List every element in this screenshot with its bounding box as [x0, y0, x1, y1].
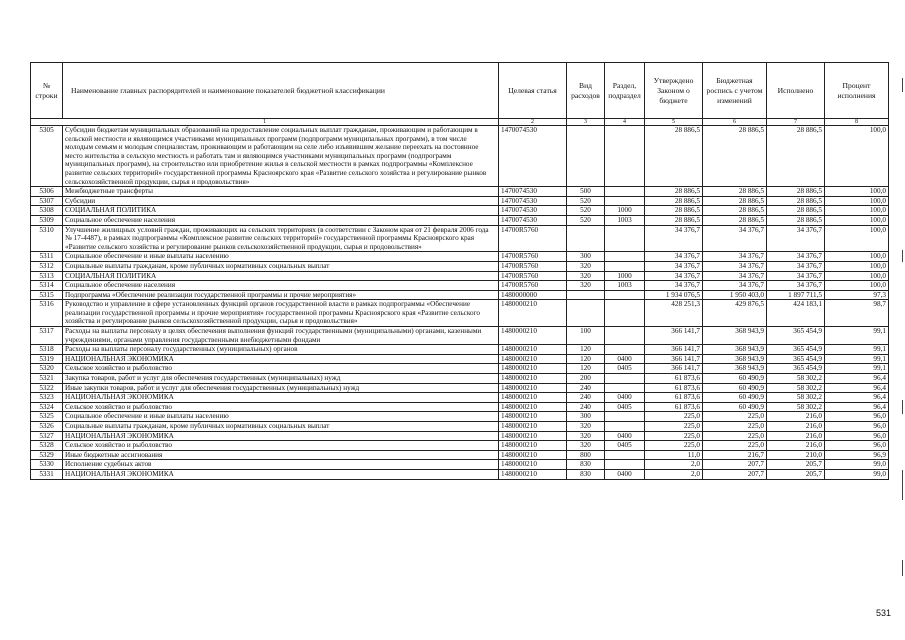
row-number: 5306: [31, 187, 63, 197]
scan-edge-mark: [902, 78, 903, 92]
row-approved: 225,0: [645, 441, 703, 451]
row-name: Исполнение судебных актов: [63, 460, 499, 470]
row-target-article: 1480000210: [499, 345, 567, 355]
row-section: 0405: [605, 364, 645, 374]
row-percent: 96,0: [825, 431, 889, 441]
row-expense-type: 320: [567, 431, 605, 441]
row-name: Закупка товаров, работ и услуг для обеспечения государственных (муниципальных) нужд: [63, 374, 499, 384]
row-expense-type: 200: [567, 374, 605, 384]
row-expense-type: 320: [567, 271, 605, 281]
row-number: 5308: [31, 206, 63, 216]
row-number: 5326: [31, 422, 63, 432]
row-expense-type: [567, 225, 605, 252]
row-target-article: 1480000210: [499, 374, 567, 384]
row-expense-type: 320: [567, 441, 605, 451]
row-executed: 210,0: [767, 450, 825, 460]
row-percent: 97,3: [825, 290, 889, 300]
row-executed: 216,0: [767, 412, 825, 422]
row-number: 5318: [31, 345, 63, 355]
row-name: Иные бюджетные ассигнования: [63, 450, 499, 460]
row-budget-list: 225,0: [703, 431, 767, 441]
row-budget-list: 34 376,7: [703, 271, 767, 281]
row-budget-list: 225,0: [703, 422, 767, 432]
row-expense-type: 300: [567, 252, 605, 262]
row-executed: 1 897 711,5: [767, 290, 825, 300]
row-approved: 2,0: [645, 469, 703, 479]
row-percent: 96,0: [825, 441, 889, 451]
table-row: [31, 431, 889, 441]
row-budget-list: 60 490,9: [703, 402, 767, 412]
row-approved: 61 873,6: [645, 393, 703, 403]
column-number: 6: [703, 119, 767, 126]
row-name: Руководство и управление в сфере установленных функций органов государственной власти в рамках подпрограммы «Обеспечение реализации государственной программы и прочие мероприятия» государственной программы Красноярского края «Развитие сельского хозяйства и регулирование рынков сельскохозяйственной продукции, сырья и продовольствия»: [63, 300, 499, 327]
row-expense-type: 520: [567, 196, 605, 206]
header-executed: Исполнено: [767, 63, 825, 119]
row-number: 5315: [31, 290, 63, 300]
row-expense-type: 500: [567, 187, 605, 197]
row-percent: 99,1: [825, 354, 889, 364]
column-number: 2: [499, 119, 567, 126]
row-approved: 61 873,6: [645, 402, 703, 412]
row-executed: 58 302,2: [767, 393, 825, 403]
table-row: [31, 252, 889, 262]
row-section: [605, 422, 645, 432]
row-number: 5328: [31, 441, 63, 451]
row-approved: 61 873,6: [645, 374, 703, 384]
row-percent: 99,0: [825, 460, 889, 470]
row-number: 5312: [31, 261, 63, 271]
header-section: Раздел, подраздел: [605, 63, 645, 119]
row-executed: 34 376,7: [767, 225, 825, 252]
table-row: [31, 469, 889, 479]
row-budget-list: 60 490,9: [703, 374, 767, 384]
row-approved: 28 886,5: [645, 206, 703, 216]
row-expense-type: 240: [567, 393, 605, 403]
column-number: 5: [645, 119, 703, 126]
row-section: 1003: [605, 215, 645, 225]
row-target-article: 1480000210: [499, 469, 567, 479]
table-body: [31, 119, 889, 480]
table-row: [31, 206, 889, 216]
row-number: 5324: [31, 402, 63, 412]
row-name: Социальное обеспечение населения: [63, 215, 499, 225]
row-approved: 28 886,5: [645, 215, 703, 225]
table-row: [31, 225, 889, 252]
row-target-article: 1480000210: [499, 354, 567, 364]
row-section: 0400: [605, 354, 645, 364]
row-percent: 99,0: [825, 469, 889, 479]
row-target-article: 1480000210: [499, 450, 567, 460]
row-budget-list: 34 376,7: [703, 281, 767, 291]
row-target-article: 1480000210: [499, 402, 567, 412]
row-expense-type: [567, 300, 605, 327]
column-number-row: [31, 119, 889, 126]
row-budget-list: 28 886,5: [703, 187, 767, 197]
column-number: 3: [567, 119, 605, 126]
row-budget-list: 28 886,5: [703, 126, 767, 187]
table-row: [31, 374, 889, 384]
row-section: [605, 261, 645, 271]
row-expense-type: 800: [567, 450, 605, 460]
row-expense-type: [567, 126, 605, 187]
row-approved: 28 886,5: [645, 187, 703, 197]
row-number: 5327: [31, 431, 63, 441]
row-budget-list: 368 943,9: [703, 327, 767, 345]
row-number: 5319: [31, 354, 63, 364]
row-percent: 98,7: [825, 300, 889, 327]
row-name: Улучшение жилищных условий граждан, проживающих на сельских территориях (в соответствии с Законом края от 21 февраля 2006 года № 17-4487), в рамках подпрограммы «Комплексное развитие сельских территорий» государственной программы Красноярского края «Развитие сельского хозяйства и регулирование рынков сельскохозяйственной продукции, сырья и продовольствия»: [63, 225, 499, 252]
column-number: 4: [605, 119, 645, 126]
row-target-article: 1480000210: [499, 327, 567, 345]
row-executed: 365 454,9: [767, 364, 825, 374]
table-row: [31, 271, 889, 281]
row-executed: 216,0: [767, 431, 825, 441]
row-approved: 28 886,5: [645, 196, 703, 206]
row-approved: 1 934 076,5: [645, 290, 703, 300]
row-expense-type: 520: [567, 206, 605, 216]
row-number: 5329: [31, 450, 63, 460]
row-section: 0400: [605, 469, 645, 479]
row-name: Межбюджетные трансферты: [63, 187, 499, 197]
row-target-article: 1470074530: [499, 196, 567, 206]
row-target-article: 14700R5760: [499, 261, 567, 271]
header-percent: Процент исполнения: [825, 63, 889, 119]
row-section: [605, 187, 645, 197]
row-approved: 34 376,7: [645, 225, 703, 252]
row-target-article: 1470074530: [499, 187, 567, 197]
row-section: 0400: [605, 393, 645, 403]
table-row: [31, 402, 889, 412]
row-budget-list: 216,7: [703, 450, 767, 460]
row-expense-type: 120: [567, 345, 605, 355]
row-executed: 365 454,9: [767, 345, 825, 355]
row-target-article: 1470074530: [499, 206, 567, 216]
row-target-article: 1480000210: [499, 441, 567, 451]
row-percent: 99,1: [825, 327, 889, 345]
row-approved: 34 376,7: [645, 261, 703, 271]
row-name: НАЦИОНАЛЬНАЯ ЭКОНОМИКА: [63, 431, 499, 441]
table-row: [31, 354, 889, 364]
row-name: Расходы на выплаты персоналу в целях обеспечения выполнения функций государственными (муниципальными) органами, казенными учреждениями, органами управления государственными внебюджетными фондами: [63, 327, 499, 345]
row-name: Сельское хозяйство и рыболовство: [63, 402, 499, 412]
header-row-number: № строки: [31, 63, 63, 119]
row-approved: 28 886,5: [645, 126, 703, 187]
row-number: 5323: [31, 393, 63, 403]
row-approved: 366 141,7: [645, 364, 703, 374]
row-target-article: 1470074530: [499, 215, 567, 225]
row-approved: 225,0: [645, 412, 703, 422]
row-expense-type: 830: [567, 469, 605, 479]
row-target-article: 1480000210: [499, 460, 567, 470]
row-budget-list: 34 376,7: [703, 252, 767, 262]
row-section: [605, 345, 645, 355]
table-header: [31, 63, 889, 119]
row-expense-type: 320: [567, 261, 605, 271]
row-budget-list: 34 376,7: [703, 261, 767, 271]
row-name: СОЦИАЛЬНАЯ ПОЛИТИКА: [63, 206, 499, 216]
row-target-article: 1480000000: [499, 290, 567, 300]
row-approved: 366 141,7: [645, 345, 703, 355]
row-percent: 100,0: [825, 206, 889, 216]
row-number: 5321: [31, 374, 63, 384]
row-executed: 34 376,7: [767, 281, 825, 291]
row-target-article: 1480000210: [499, 364, 567, 374]
row-percent: 100,0: [825, 252, 889, 262]
row-executed: 28 886,5: [767, 126, 825, 187]
header-budget-list: Бюджетная роспись с учетом изменений: [703, 63, 767, 119]
table-row: [31, 261, 889, 271]
row-name: Социальное обеспечение и иные выплаты населению: [63, 252, 499, 262]
row-name: СОЦИАЛЬНАЯ ПОЛИТИКА: [63, 271, 499, 281]
table-row: [31, 281, 889, 291]
row-budget-list: 28 886,5: [703, 215, 767, 225]
row-name: НАЦИОНАЛЬНАЯ ЭКОНОМИКА: [63, 393, 499, 403]
header-target-article: Целевая статья: [499, 63, 567, 119]
row-section: [605, 300, 645, 327]
row-executed: 34 376,7: [767, 252, 825, 262]
row-target-article: 14700R5760: [499, 281, 567, 291]
row-number: 5331: [31, 469, 63, 479]
row-percent: 96,4: [825, 374, 889, 384]
column-number: 1: [31, 119, 499, 126]
row-percent: 96,4: [825, 402, 889, 412]
row-number: 5314: [31, 281, 63, 291]
table-row: [31, 126, 889, 187]
row-section: [605, 460, 645, 470]
row-approved: 2,0: [645, 460, 703, 470]
row-number: 5322: [31, 383, 63, 393]
table-row: [31, 327, 889, 345]
row-executed: 216,0: [767, 422, 825, 432]
header-approved: Утверждено Законом о бюджете: [645, 63, 703, 119]
row-number: 5330: [31, 460, 63, 470]
table-row: [31, 364, 889, 374]
table-row: [31, 187, 889, 197]
page-number: 531: [875, 608, 891, 618]
row-section: 0405: [605, 441, 645, 451]
row-section: 1000: [605, 271, 645, 281]
row-target-article: 14700R5760: [499, 225, 567, 252]
row-executed: 58 302,2: [767, 374, 825, 384]
row-executed: 365 454,9: [767, 327, 825, 345]
table-row: [31, 383, 889, 393]
row-name: Иные закупки товаров, работ и услуг для обеспечения государственных (муниципальных) нужд: [63, 383, 499, 393]
row-name: Социальное обеспечение и иные выплаты населению: [63, 412, 499, 422]
column-number: 7: [767, 119, 825, 126]
header-name: Наименование главных распорядителей и наименование показателей бюджетной классификации: [63, 63, 499, 119]
row-approved: 366 141,7: [645, 354, 703, 364]
row-section: 0400: [605, 431, 645, 441]
row-name: Сельское хозяйство и рыболовство: [63, 364, 499, 374]
row-percent: 96,9: [825, 450, 889, 460]
row-section: [605, 252, 645, 262]
row-number: 5310: [31, 225, 63, 252]
row-executed: 34 376,7: [767, 261, 825, 271]
row-name: Социальные выплаты гражданам, кроме публичных нормативных социальных выплат: [63, 422, 499, 432]
row-number: 5305: [31, 126, 63, 187]
row-name: НАЦИОНАЛЬНАЯ ЭКОНОМИКА: [63, 469, 499, 479]
row-percent: 100,0: [825, 126, 889, 187]
row-expense-type: [567, 290, 605, 300]
row-expense-type: 300: [567, 412, 605, 422]
row-approved: 34 376,7: [645, 281, 703, 291]
row-executed: 205,7: [767, 469, 825, 479]
row-section: [605, 450, 645, 460]
row-budget-list: 28 886,5: [703, 196, 767, 206]
row-executed: 58 302,2: [767, 383, 825, 393]
row-section: 1003: [605, 281, 645, 291]
row-percent: 100,0: [825, 196, 889, 206]
row-approved: 61 873,6: [645, 383, 703, 393]
table-row: [31, 422, 889, 432]
scan-edge-mark: [902, 400, 903, 414]
row-approved: 225,0: [645, 431, 703, 441]
row-percent: 100,0: [825, 187, 889, 197]
row-number: 5325: [31, 412, 63, 422]
row-target-article: 1480000210: [499, 412, 567, 422]
row-section: [605, 196, 645, 206]
table-row: [31, 412, 889, 422]
row-budget-list: 368 943,9: [703, 364, 767, 374]
row-percent: 96,4: [825, 383, 889, 393]
row-approved: 428 251,3: [645, 300, 703, 327]
row-expense-type: 100: [567, 327, 605, 345]
row-approved: 34 376,7: [645, 252, 703, 262]
row-executed: 28 886,5: [767, 196, 825, 206]
row-approved: 225,0: [645, 422, 703, 432]
row-target-article: 14700R5760: [499, 252, 567, 262]
row-percent: 100,0: [825, 271, 889, 281]
budget-document: [30, 62, 888, 480]
row-number: 5309: [31, 215, 63, 225]
table-row: [31, 441, 889, 451]
table-row: [31, 215, 889, 225]
row-number: 5307: [31, 196, 63, 206]
row-percent: 100,0: [825, 281, 889, 291]
row-number: 5320: [31, 364, 63, 374]
row-expense-type: 320: [567, 422, 605, 432]
row-target-article: 1480000210: [499, 431, 567, 441]
row-expense-type: 830: [567, 460, 605, 470]
table-row: [31, 460, 889, 470]
row-budget-list: 368 943,9: [703, 345, 767, 355]
column-number: 8: [825, 119, 889, 126]
row-executed: 58 302,2: [767, 402, 825, 412]
row-section: [605, 412, 645, 422]
row-section: 0405: [605, 402, 645, 412]
row-approved: 366 141,7: [645, 327, 703, 345]
row-percent: 99,1: [825, 345, 889, 355]
row-percent: 96,4: [825, 393, 889, 403]
row-section: [605, 225, 645, 252]
row-budget-list: 225,0: [703, 441, 767, 451]
row-name: Субсидии: [63, 196, 499, 206]
row-name: Подпрограмма «Обеспечение реализации государственной программы и прочие мероприятия»: [63, 290, 499, 300]
row-target-article: 14700R5760: [499, 271, 567, 281]
row-percent: 96,0: [825, 412, 889, 422]
row-target-article: 1480000210: [499, 300, 567, 327]
row-target-article: 1470074530: [499, 126, 567, 187]
row-name: Субсидии бюджетам муниципальных образований на предоставление социальных выплат гражданам, проживающим и работающим в сельской местности и являющимся участниками муниципальных программ (подпрограмм муниципальных программ), в том числе молодым семьям и молодым специалистам, проживающим и работающим на селе либо изъявившим желание переехать на постоянное место жительства в сельскую местность и работать там и являющимся участниками муниципальных программ (подпрограмм муниципальных программ), на строительство или приобретение жилья в сельской местности в рамках подпрограммы «Комплексное развитие сельских территорий» государственной программы Красноярского края «Развитие сельского хозяйства и регулирование рынков сельскохозяйственной продукции, сырья и продовольствия»: [63, 126, 499, 187]
row-section: [605, 374, 645, 384]
row-approved: 11,0: [645, 450, 703, 460]
row-expense-type: 240: [567, 402, 605, 412]
row-budget-list: 60 490,9: [703, 383, 767, 393]
row-section: [605, 327, 645, 345]
row-budget-list: 207,7: [703, 460, 767, 470]
row-section: [605, 383, 645, 393]
row-name: Социальные выплаты гражданам, кроме публичных нормативных социальных выплат: [63, 261, 499, 271]
row-executed: 424 183,1: [767, 300, 825, 327]
row-budget-list: 429 876,5: [703, 300, 767, 327]
row-percent: 100,0: [825, 215, 889, 225]
row-name: Расходы на выплаты персоналу государственных (муниципальных) органов: [63, 345, 499, 355]
row-name: НАЦИОНАЛЬНАЯ ЭКОНОМИКА: [63, 354, 499, 364]
row-budget-list: 60 490,9: [703, 393, 767, 403]
row-budget-list: 225,0: [703, 412, 767, 422]
scan-edge-mark: [902, 560, 903, 576]
table-row: [31, 196, 889, 206]
table-row: [31, 450, 889, 460]
row-target-article: 1480000210: [499, 383, 567, 393]
scan-edge-mark: [902, 470, 903, 500]
row-expense-type: 120: [567, 354, 605, 364]
row-expense-type: 520: [567, 215, 605, 225]
row-expense-type: 240: [567, 383, 605, 393]
row-budget-list: 207,7: [703, 469, 767, 479]
scan-edge-mark: [902, 250, 903, 262]
row-percent: 100,0: [825, 261, 889, 271]
row-budget-list: 368 943,9: [703, 354, 767, 364]
row-budget-list: 28 886,5: [703, 206, 767, 216]
row-executed: 365 454,9: [767, 354, 825, 364]
row-executed: 205,7: [767, 460, 825, 470]
row-executed: 28 886,5: [767, 206, 825, 216]
row-executed: 28 886,5: [767, 215, 825, 225]
row-executed: 28 886,5: [767, 187, 825, 197]
row-approved: 34 376,7: [645, 271, 703, 281]
row-number: 5313: [31, 271, 63, 281]
row-section: [605, 290, 645, 300]
row-target-article: 1480000210: [499, 422, 567, 432]
table-row: [31, 345, 889, 355]
row-percent: 100,0: [825, 225, 889, 252]
row-expense-type: 320: [567, 281, 605, 291]
row-percent: 96,0: [825, 422, 889, 432]
row-name: Сельское хозяйство и рыболовство: [63, 441, 499, 451]
table-row: [31, 300, 889, 327]
row-number: 5316: [31, 300, 63, 327]
row-section: [605, 126, 645, 187]
row-budget-list: 1 950 403,0: [703, 290, 767, 300]
row-section: 1000: [605, 206, 645, 216]
row-budget-list: 34 376,7: [703, 225, 767, 252]
row-name: Социальное обеспечение населения: [63, 281, 499, 291]
budget-table: [30, 62, 889, 480]
row-expense-type: 120: [567, 364, 605, 374]
header-expense-type: Вид расходов: [567, 63, 605, 119]
row-number: 5317: [31, 327, 63, 345]
row-executed: 216,0: [767, 441, 825, 451]
row-number: 5311: [31, 252, 63, 262]
table-row: [31, 290, 889, 300]
row-executed: 34 376,7: [767, 271, 825, 281]
row-target-article: 1480000210: [499, 393, 567, 403]
table-row: [31, 393, 889, 403]
row-percent: 99,1: [825, 364, 889, 374]
